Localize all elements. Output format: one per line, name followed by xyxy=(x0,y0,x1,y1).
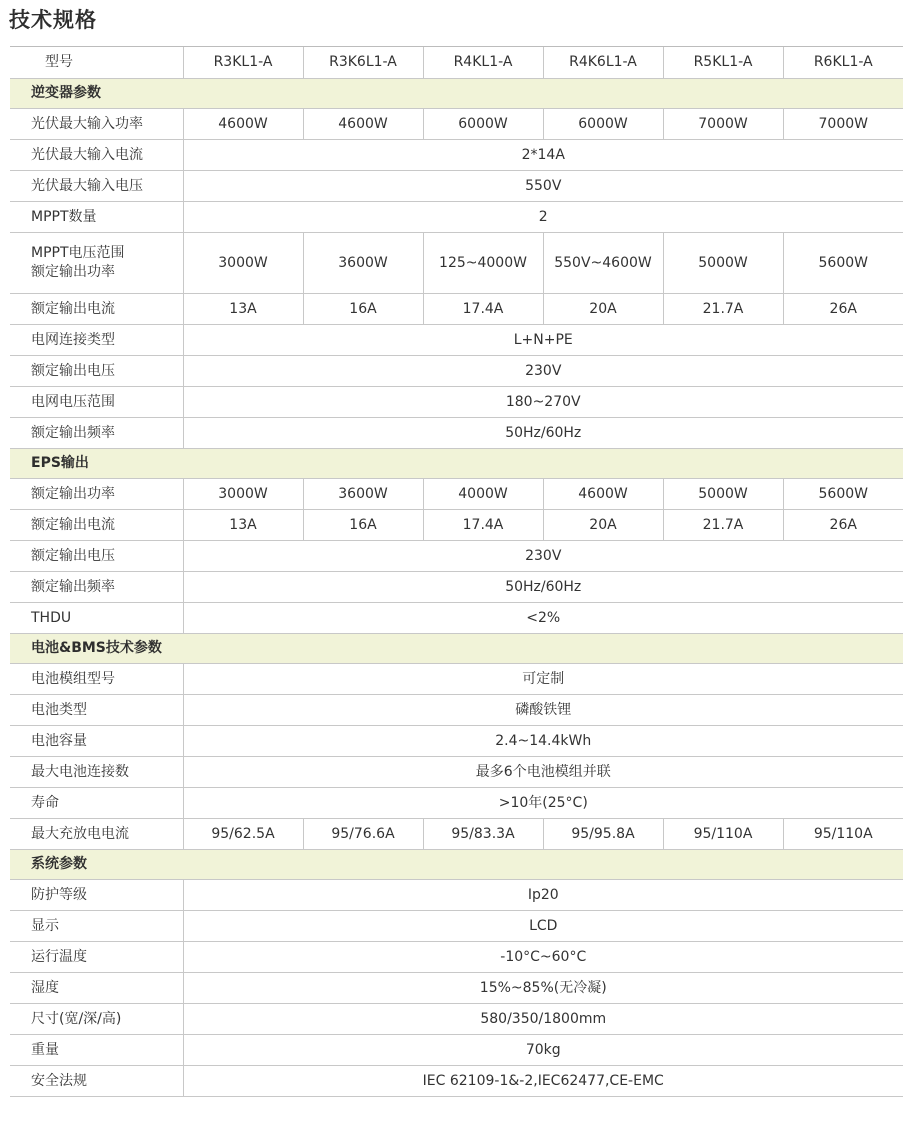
spec-value: -10°C~60°C xyxy=(183,942,903,973)
spec-label xyxy=(10,973,183,1004)
spec-value: L+N+PE xyxy=(183,325,903,356)
spec-value: 95/76.6A xyxy=(303,819,423,850)
spec-label xyxy=(10,418,183,449)
spec-value: <2% xyxy=(183,603,903,634)
spec-value: 20A xyxy=(543,294,663,325)
spec-value: 2.4~14.4kWh xyxy=(183,726,903,757)
spec-label-text: 最大充放电电流 xyxy=(31,825,129,842)
spec-value: 4600W xyxy=(183,109,303,140)
spec-value: 13A xyxy=(183,510,303,541)
spec-label-text: 电池类型 xyxy=(31,701,87,718)
spec-label xyxy=(10,387,183,418)
spec-row xyxy=(10,387,903,418)
spec-value: 20A xyxy=(543,510,663,541)
spec-value: >10年(25°C) xyxy=(183,788,903,819)
spec-label-text: 湿度 xyxy=(31,979,59,996)
spec-value: 180~270V xyxy=(183,387,903,418)
spec-value: 95/62.5A xyxy=(183,819,303,850)
spec-row xyxy=(10,757,903,788)
spec-value: 50Hz/60Hz xyxy=(183,418,903,449)
spec-value: 230V xyxy=(183,541,903,572)
spec-row xyxy=(10,788,903,819)
spec-label xyxy=(10,109,183,140)
spec-label xyxy=(10,1004,183,1035)
spec-value: 5600W xyxy=(783,479,903,510)
spec-value: 4600W xyxy=(303,109,423,140)
spec-label xyxy=(10,325,183,356)
spec-value: 13A xyxy=(183,294,303,325)
spec-value: LCD xyxy=(183,911,903,942)
spec-label-text: 电网电压范围 xyxy=(31,393,115,410)
spec-label xyxy=(10,695,183,726)
spec-value: 2*14A xyxy=(183,140,903,171)
spec-value: 580/350/1800mm xyxy=(183,1004,903,1035)
spec-label xyxy=(10,726,183,757)
spec-value: 7000W xyxy=(783,109,903,140)
spec-label-text: 额定输出频率 xyxy=(31,578,115,595)
spec-label xyxy=(10,664,183,695)
section-header-row xyxy=(10,79,903,109)
spec-value: 50Hz/60Hz xyxy=(183,572,903,603)
spec-value: 磷酸铁锂 xyxy=(183,695,903,726)
spec-label-text: 额定输出电压 xyxy=(31,547,115,564)
spec-value: IEC 62109-1&-2,IEC62477,CE-EMC xyxy=(183,1066,903,1097)
spec-value: 可定制 xyxy=(183,664,903,695)
spec-value: 5000W xyxy=(663,479,783,510)
section-title: 电池&BMS技术参数 xyxy=(10,634,903,664)
spec-label-text: 额定输出功率 xyxy=(31,485,115,502)
spec-row xyxy=(10,1004,903,1035)
spec-row xyxy=(10,819,903,850)
spec-label-text: 电池模组型号 xyxy=(31,670,115,687)
spec-label-text: 额定输出电流 xyxy=(31,300,115,317)
section-title: 逆变器参数 xyxy=(10,79,903,109)
spec-row xyxy=(10,942,903,973)
spec-label xyxy=(10,510,183,541)
spec-row xyxy=(10,726,903,757)
spec-label-text: 寿命 xyxy=(31,794,59,811)
spec-value: 95/83.3A xyxy=(423,819,543,850)
spec-label-text: 光伏最大输入电压 xyxy=(31,177,143,194)
spec-value: 17.4A xyxy=(423,294,543,325)
spec-label-text: 防护等级 xyxy=(31,886,87,903)
model-header: R5KL1-A xyxy=(663,47,783,79)
spec-label-text: 额定输出频率 xyxy=(31,424,115,441)
spec-table-body xyxy=(10,47,903,1097)
spec-row xyxy=(10,510,903,541)
spec-value: 550V~4600W xyxy=(543,233,663,294)
spec-value: 17.4A xyxy=(423,510,543,541)
spec-label-text: MPPT电压范围 xyxy=(31,245,125,262)
model-header: R6KL1-A xyxy=(783,47,903,79)
spec-value: 6000W xyxy=(423,109,543,140)
spec-value: 15%~85%(无冷凝) xyxy=(183,973,903,1004)
spec-row xyxy=(10,140,903,171)
spec-row xyxy=(10,1035,903,1066)
spec-value: 最多6个电池模组并联 xyxy=(183,757,903,788)
spec-label xyxy=(10,1035,183,1066)
section-header-row xyxy=(10,449,903,479)
spec-value: 95/95.8A xyxy=(543,819,663,850)
spec-label xyxy=(10,757,183,788)
spec-label xyxy=(10,294,183,325)
spec-row xyxy=(10,202,903,233)
spec-label xyxy=(10,788,183,819)
spec-label-text: 额定输出电压 xyxy=(31,362,115,379)
spec-label-text: 额定输出电流 xyxy=(31,516,115,533)
section-title: 系统参数 xyxy=(10,850,903,880)
model-header: R4K6L1-A xyxy=(543,47,663,79)
spec-label xyxy=(10,171,183,202)
spec-row xyxy=(10,880,903,911)
spec-label-text: 重量 xyxy=(31,1041,59,1058)
section-title: EPS输出 xyxy=(10,449,903,479)
spec-label xyxy=(10,911,183,942)
spec-label xyxy=(10,202,183,233)
header-row xyxy=(10,47,903,79)
spec-row xyxy=(10,325,903,356)
spec-value: 2 xyxy=(183,202,903,233)
spec-row xyxy=(10,572,903,603)
spec-value: 5000W xyxy=(663,233,783,294)
spec-label xyxy=(10,819,183,850)
spec-value: 16A xyxy=(303,510,423,541)
spec-label-text: 光伏最大输入功率 xyxy=(31,115,143,132)
spec-value: 21.7A xyxy=(663,294,783,325)
spec-row xyxy=(10,541,903,572)
spec-value: 230V xyxy=(183,356,903,387)
spec-label-text: THDU xyxy=(31,609,72,626)
spec-row xyxy=(10,294,903,325)
spec-label-text: 额定输出功率 xyxy=(31,264,115,280)
spec-row xyxy=(10,1066,903,1097)
spec-row xyxy=(10,233,903,294)
spec-value: 4600W xyxy=(543,479,663,510)
spec-value: 26A xyxy=(783,294,903,325)
spec-value: 4000W xyxy=(423,479,543,510)
spec-label-text: 光伏最大输入电流 xyxy=(31,146,143,163)
spec-label xyxy=(10,356,183,387)
spec-value: 6000W xyxy=(543,109,663,140)
spec-label xyxy=(10,140,183,171)
spec-row xyxy=(10,911,903,942)
header-label: 型号 xyxy=(10,47,183,79)
spec-value: 125~4000W xyxy=(423,233,543,294)
spec-label-text: MPPT数量 xyxy=(31,208,97,225)
section-header-row xyxy=(10,850,903,880)
spec-label-text: 运行温度 xyxy=(31,948,87,965)
spec-label xyxy=(10,479,183,510)
spec-label xyxy=(10,603,183,634)
spec-label-text: 最大电池连接数 xyxy=(31,763,129,780)
spec-row xyxy=(10,356,903,387)
spec-row xyxy=(10,603,903,634)
spec-row xyxy=(10,171,903,202)
spec-row xyxy=(10,695,903,726)
spec-value: 3600W xyxy=(303,233,423,294)
model-header: R3KL1-A xyxy=(183,47,303,79)
model-header: R4KL1-A xyxy=(423,47,543,79)
spec-label-text: 电网连接类型 xyxy=(31,331,115,348)
spec-value: 16A xyxy=(303,294,423,325)
spec-value: 70kg xyxy=(183,1035,903,1066)
spec-label xyxy=(10,880,183,911)
spec-label xyxy=(10,942,183,973)
spec-row xyxy=(10,109,903,140)
spec-value: Ip20 xyxy=(183,880,903,911)
spec-label xyxy=(10,1066,183,1097)
spec-value: 3000W xyxy=(183,479,303,510)
spec-value: 21.7A xyxy=(663,510,783,541)
spec-label-text: 电池容量 xyxy=(31,732,87,749)
page-title: 技术规格 xyxy=(9,8,97,32)
spec-value: 95/110A xyxy=(783,819,903,850)
spec-value: 5600W xyxy=(783,233,903,294)
spec-value: 95/110A xyxy=(663,819,783,850)
spec-label-text: 安全法规 xyxy=(31,1072,87,1089)
spec-value: 3600W xyxy=(303,479,423,510)
model-header: R3K6L1-A xyxy=(303,47,423,79)
section-header-row xyxy=(10,634,903,664)
spec-value: 550V xyxy=(183,171,903,202)
spec-value: 3000W xyxy=(183,233,303,294)
spec-label-text: 显示 xyxy=(31,917,59,934)
spec-value: 7000W xyxy=(663,109,783,140)
spec-label xyxy=(10,233,183,294)
spec-table xyxy=(10,46,903,1097)
spec-row xyxy=(10,664,903,695)
spec-row xyxy=(10,418,903,449)
spec-label-text: 尺寸(宽/深/高) xyxy=(31,1010,122,1027)
spec-label xyxy=(10,541,183,572)
spec-row xyxy=(10,973,903,1004)
spec-value: 26A xyxy=(783,510,903,541)
spec-label xyxy=(10,572,183,603)
spec-row xyxy=(10,479,903,510)
